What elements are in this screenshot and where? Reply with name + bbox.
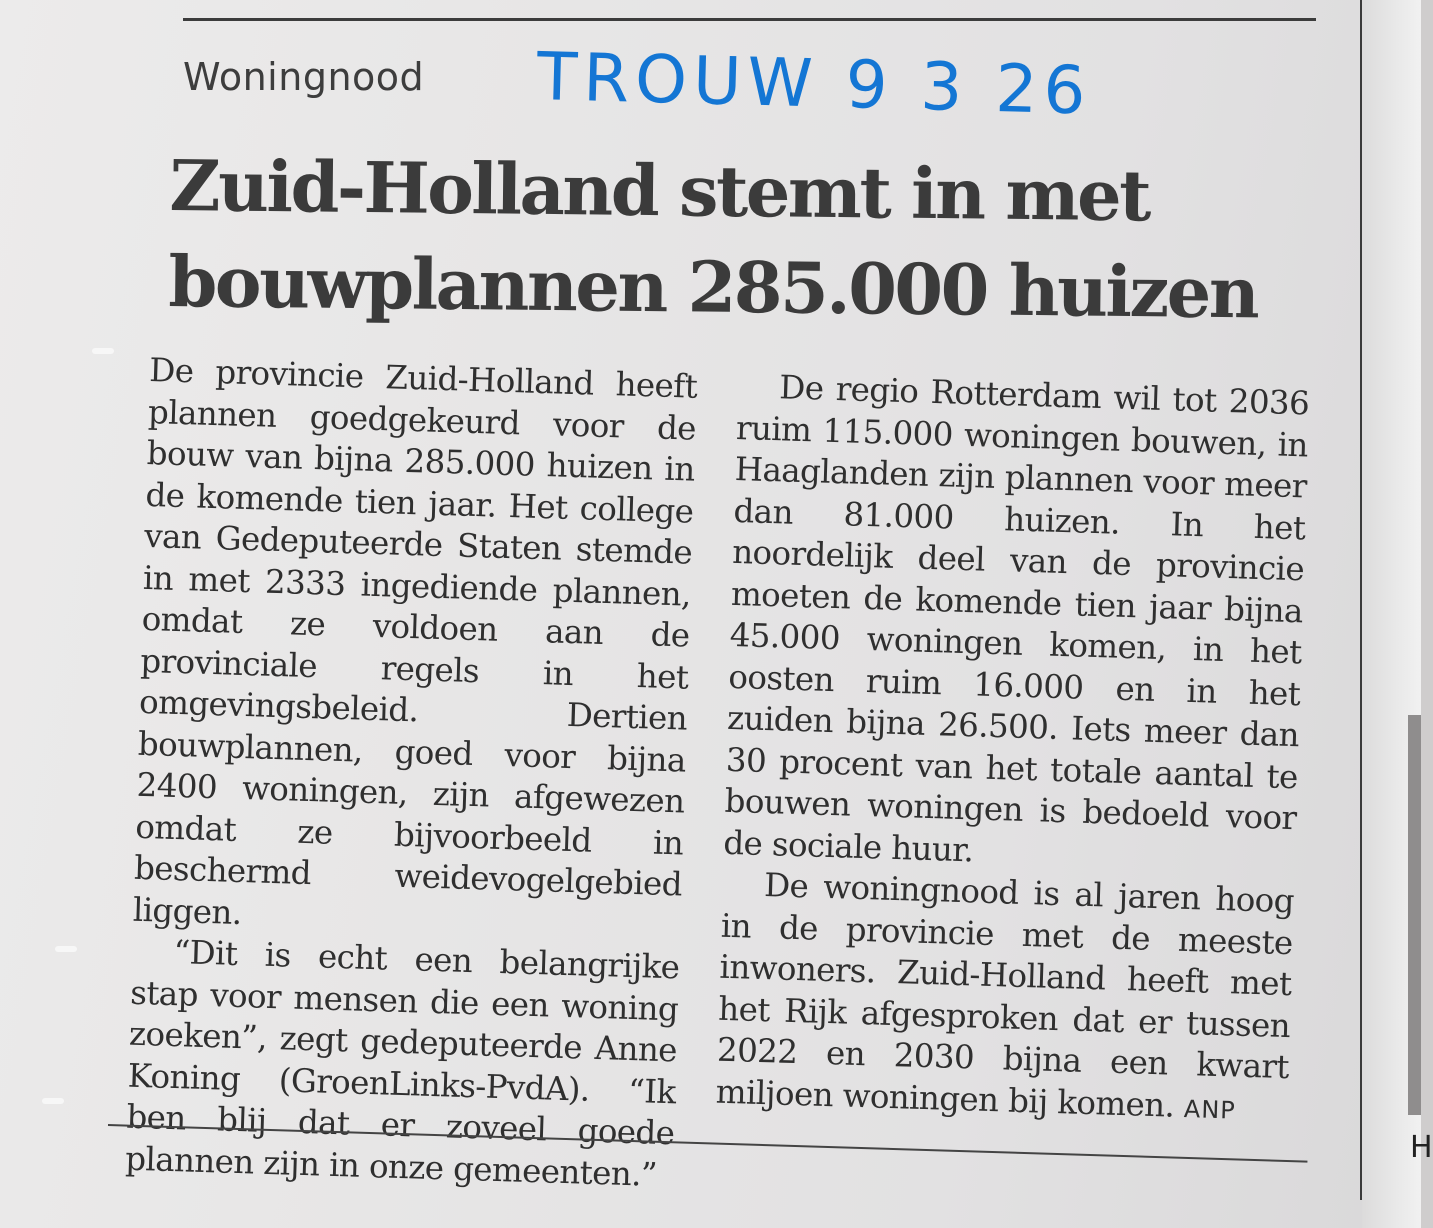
article-kicker: Woningnood — [183, 55, 425, 99]
body-paragraph-closing — [715, 864, 1294, 1133]
handwritten-note: TROUW 9 3 26 — [535, 38, 1093, 130]
article-column-right — [715, 366, 1310, 1133]
headline-line-2: bouwplannen 285.000 huizen — [168, 239, 1258, 335]
article-headline — [168, 138, 1258, 341]
top-rule — [183, 18, 1316, 21]
article-column-left — [125, 350, 698, 1196]
closing-text: De woningnood is al jaren hoog in de provincie met de meeste inwoners. Zuid-Holland heeft met het Rijk afgesproken dat er tussen 2022 en 2030 bijna een kwart miljoen woningen bij komen. — [715, 866, 1295, 1125]
body-paragraph-quote: “Dit is echt een belangrijke stap voor mensen die een woning zoeken”, zegt gedeputeerde Anne Koning (GroenLinks-PvdA). “Ik ben blij dat er zoveel goede plannen zijn in onze gemeenten.” — [124, 933, 680, 1194]
headline-line-1: Zuid-Holland stemt in met — [169, 143, 1150, 238]
agency-credit: ANP — [1183, 1094, 1237, 1125]
paper-tear-mark — [42, 1098, 64, 1104]
body-paragraph: De provincie Zuid-Holland heeft plannen goedgekeurd voor de bouw van bijna 285.000 huizen in de komende tien jaar. Het college van Gedeputeerde Staten stemde in met 2333 ingediende plannen, omdat ze voldoen aan de provinciale regels in het omgevingsbeleid. Dertien bouwplannen, goed voor bijna 2400 woningen, zijn afgewezen omdat ze bijvoorbeeld in beschermd weidevogelgebied liggen. — [132, 350, 698, 932]
adjacent-page-letter: H — [1410, 1130, 1433, 1165]
paper-tear-mark — [55, 946, 77, 952]
adjacent-page-photo-edge — [1408, 715, 1421, 1115]
column-divider-rule — [1360, 0, 1362, 1200]
body-paragraph: De regio Rotterdam wil tot 2036 ruim 115.000 woningen bouwen, in Haaglanden zijn plannen voor meer dan 81.000 huizen. In het noordelijk deel van de provincie moeten de komende tien jaar bijna 45.000 woningen komen, in het oosten ruim 16.000 en in het zuiden bijna 26.500. Iets meer dan 30 procent van het totale aantal te bouwen woningen is bedoeld voor de sociale huur. — [722, 368, 1310, 869]
paper-tear-mark — [92, 348, 114, 354]
